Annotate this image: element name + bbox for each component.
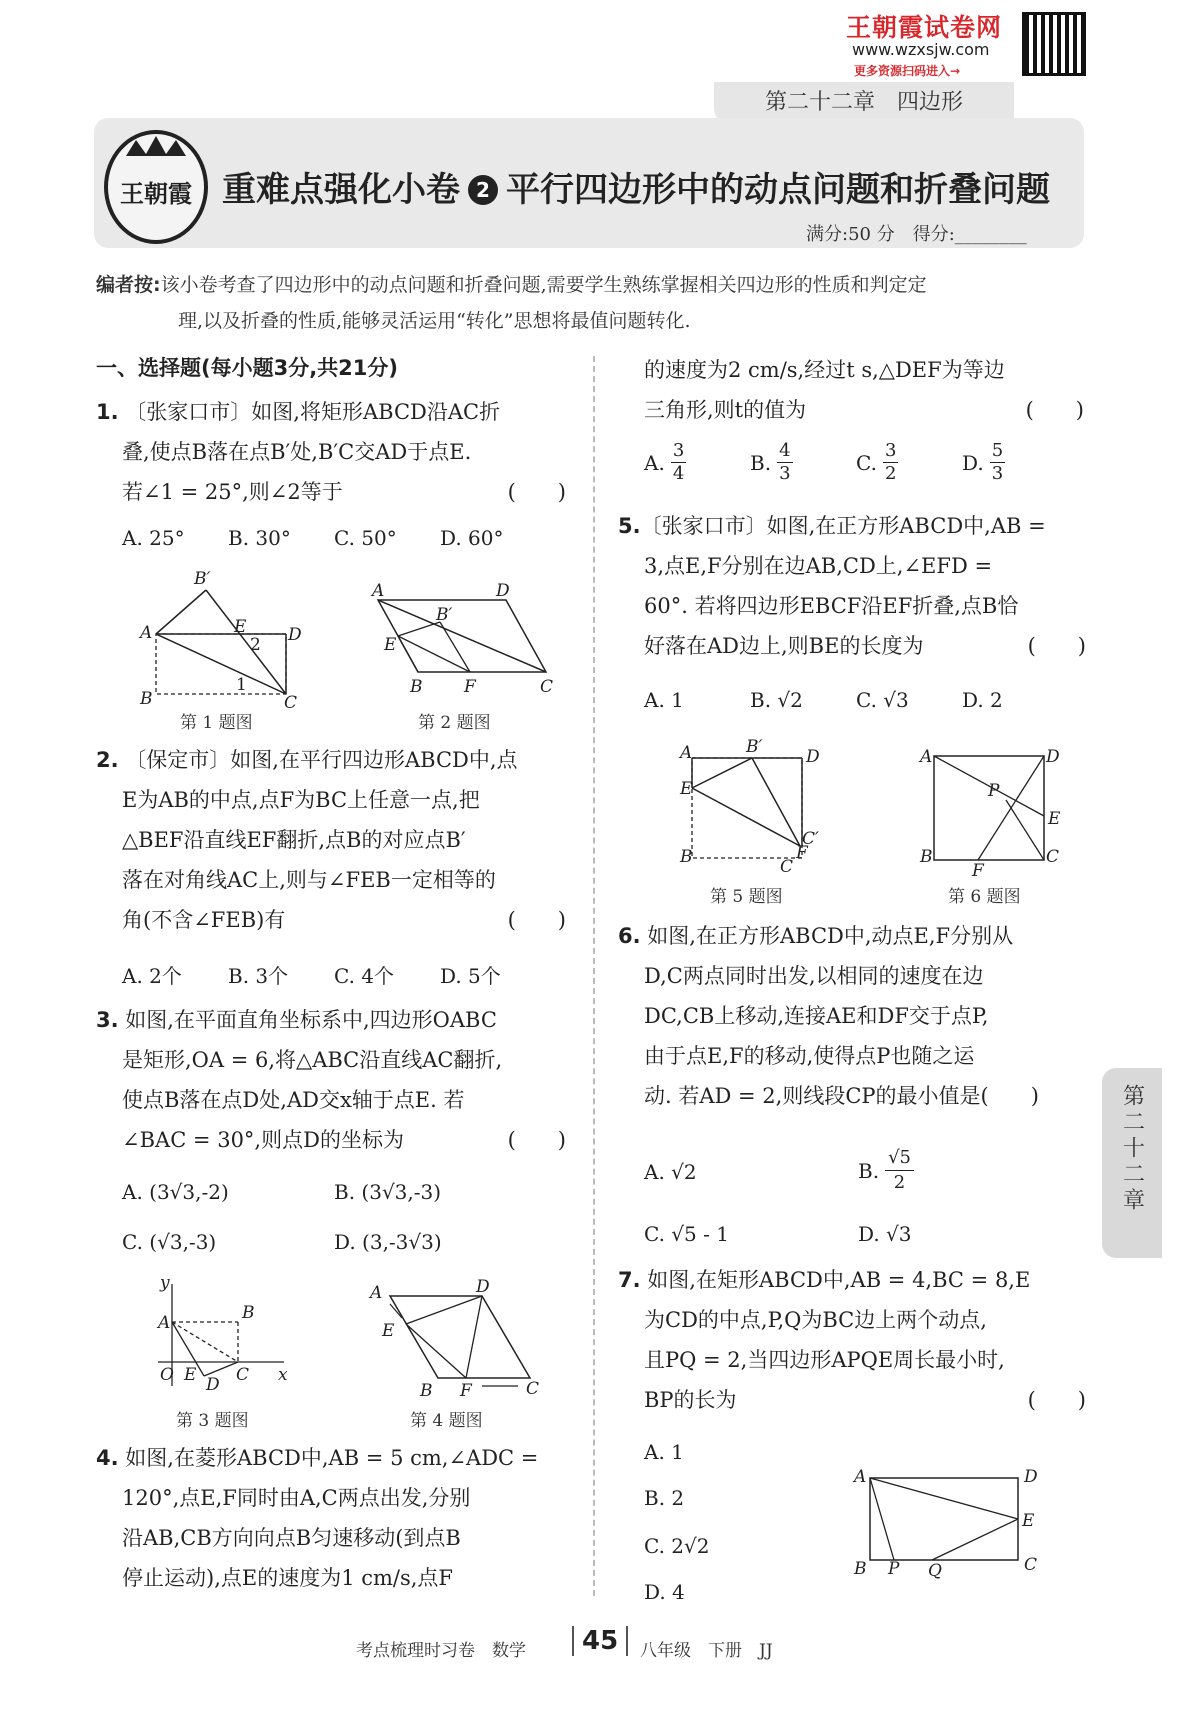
q7-line: 且PQ = 2,当四边形APQE周长最小时, — [644, 1348, 1005, 1372]
fraction — [990, 440, 1005, 485]
title-suffix: 平行四边形中的动点问题和折叠问题 — [506, 170, 1050, 210]
fraction — [671, 440, 686, 485]
q2-option[interactable]: A. 2个 — [122, 964, 182, 988]
svg-text:B′: B′ — [436, 605, 453, 625]
q2-options — [122, 960, 562, 989]
q6-option[interactable]: D. √3 — [858, 1222, 912, 1246]
q7-option[interactable]: A. 1 — [644, 1440, 684, 1464]
q2-option[interactable]: D. 5个 — [440, 964, 501, 988]
answer-paren[interactable]: ( ) — [1027, 1388, 1086, 1412]
q2-option[interactable]: B. 3个 — [228, 964, 289, 988]
q1-option[interactable]: A. 25° — [122, 526, 185, 550]
svg-text:E: E — [382, 1321, 395, 1341]
q5-line: 3,点E,F分别在边AB,CD上,∠EFD = — [644, 554, 993, 578]
numerator: 3 — [672, 440, 685, 461]
svg-text:2: 2 — [250, 635, 261, 655]
q5-line: 好落在AD边上,则BE的长度为 — [644, 634, 924, 658]
svg-text:B: B — [140, 689, 153, 708]
q5-options — [644, 688, 1084, 712]
q6-option[interactable]: C. √5 - 1 — [644, 1222, 729, 1246]
seal-text: 王朝霞 — [120, 179, 192, 208]
question-2 — [96, 740, 566, 940]
q7-number: 7. — [618, 1268, 641, 1292]
svg-text:y: y — [160, 1278, 170, 1293]
option-label: B. — [858, 1158, 880, 1183]
q3-line: 是矩形,OA = 6,将△ABC沿直线AC翻折, — [122, 1048, 503, 1072]
denominator: 3 — [991, 463, 1004, 484]
figure-6 — [912, 738, 1072, 878]
svg-text:x: x — [278, 1365, 288, 1385]
q3-option[interactable]: A. (3√3,-2) — [122, 1180, 229, 1204]
q5-line: 60°. 若将四边形EBCF沿EF折叠,点B恰 — [644, 594, 1019, 618]
svg-text:E: E — [234, 617, 247, 637]
svg-text:D: D — [206, 1375, 220, 1395]
q2-option[interactable]: C. 4个 — [334, 964, 395, 988]
svg-text:D: D — [806, 747, 820, 767]
svg-text:B: B — [680, 847, 693, 867]
q2-number: 2. — [96, 748, 119, 772]
option-label: D. — [962, 450, 984, 475]
q6-line: 动. 若AD = 2,则线段CP的最小值是( ) — [644, 1084, 1039, 1108]
q5-option[interactable]: D. 2 — [962, 688, 1003, 712]
answer-paren[interactable]: ( ) — [507, 480, 566, 504]
svg-text:C: C — [526, 1379, 540, 1399]
question-3 — [96, 1000, 566, 1160]
q3-number: 3. — [96, 1008, 119, 1032]
option-label: C. — [856, 450, 877, 475]
option-label: B. — [750, 450, 772, 475]
svg-text:E: E — [680, 779, 693, 799]
editor-note-line1: 该小卷考查了四边形中的动点问题和折叠问题,需要学生熟练掌握相关四边形的性质和判定定 — [160, 274, 927, 296]
svg-text:P: P — [988, 781, 1000, 801]
q1-number: 1. — [96, 400, 119, 424]
editor-note-line2: 理,以及折叠的性质,能够灵活运用“转化”思想将最值问题转化. — [178, 310, 691, 332]
svg-text:A: A — [680, 743, 693, 763]
editor-note-label: 编者按: — [96, 274, 161, 296]
svg-text:C: C — [540, 677, 554, 697]
svg-text:Q: Q — [928, 1561, 942, 1580]
q7-option[interactable]: B. 2 — [644, 1486, 685, 1510]
svg-text:D: D — [1024, 1467, 1038, 1487]
fraction — [777, 440, 792, 485]
q4-options — [644, 440, 1084, 485]
title-prefix: 重难点强化小卷 — [222, 170, 460, 210]
svg-text:C′: C′ — [802, 829, 819, 849]
page-title — [222, 162, 1050, 211]
denominator: 3 — [779, 463, 791, 484]
q5-number: 5. — [618, 514, 641, 538]
q4-line: 三角形,则t的值为 — [644, 398, 807, 422]
svg-text:C: C — [284, 693, 298, 708]
section-heading: 一、选择题(每小题3分,共21分) — [96, 356, 399, 380]
numerator: 4 — [779, 440, 791, 461]
q4-line: 沿AB,CB方向向点B匀速移动(到点B — [122, 1526, 461, 1550]
svg-text:A: A — [920, 747, 933, 767]
figure-4 — [362, 1278, 562, 1402]
numerator: 3 — [884, 440, 897, 461]
svg-text:A: A — [372, 581, 385, 601]
q5-option[interactable]: C. √3 — [856, 688, 909, 712]
svg-text:B: B — [920, 847, 933, 867]
q5-option[interactable]: B. √2 — [750, 688, 803, 712]
denominator: 2 — [893, 1172, 906, 1193]
q1-option[interactable]: B. 30° — [228, 526, 291, 550]
svg-text:F: F — [460, 1381, 472, 1401]
svg-text:A: A — [370, 1283, 383, 1303]
side-chapter-tab — [1102, 1068, 1162, 1258]
footer-left: 考点梳理时习卷 数学 — [356, 1641, 526, 1661]
q1-line: 叠,使点B落在点B′处,B′C交AD于点E. — [122, 440, 472, 464]
q3-options-row2 — [122, 1230, 562, 1254]
q6-line: 如图,在正方形ABCD中,动点E,F分别从 — [647, 924, 1014, 948]
brand-tagline: 更多资源扫码进入→ — [854, 64, 961, 78]
q2-line: 落在对角线AC上,则与∠FEB一定相等的 — [122, 868, 496, 892]
q2-line: 角(不含∠FEB)有 — [122, 908, 286, 932]
q3-option[interactable]: B. (3√3,-3) — [334, 1180, 442, 1204]
svg-text:P: P — [888, 1559, 900, 1579]
figure-4-caption: 第 4 题图 — [410, 1411, 483, 1431]
svg-text:C: C — [1046, 847, 1060, 867]
brand-title: 王朝霞试卷网 — [846, 13, 1003, 42]
q5-option[interactable]: A. 1 — [644, 688, 684, 712]
svg-text:B: B — [410, 677, 423, 697]
q2-line: 〔保定市〕如图,在平行四边形ABCD中,点 — [125, 748, 518, 772]
q7-line: 如图,在矩形ABCD中,AB = 4,BC = 8,E — [647, 1268, 1031, 1292]
svg-text:D: D — [1046, 747, 1060, 767]
svg-text:D: D — [476, 1278, 490, 1297]
footer-right: 八年级 下册 JJ — [640, 1641, 773, 1661]
q7-option[interactable]: C. 2√2 — [644, 1534, 710, 1558]
figure-5 — [672, 734, 832, 874]
q3-line: 使点B落在点D处,AD交x轴于点E. 若 — [122, 1088, 465, 1112]
q4-number: 4. — [96, 1446, 119, 1470]
question-7 — [618, 1260, 1086, 1420]
svg-text:F: F — [796, 843, 808, 863]
svg-text:E: E — [1022, 1511, 1035, 1531]
q4-option[interactable] — [856, 440, 962, 485]
figure-7 — [850, 1466, 1050, 1580]
denominator: 2 — [884, 463, 897, 484]
svg-text:B′: B′ — [746, 737, 763, 757]
fraction — [883, 440, 898, 485]
q4-line: 120°,点E,F同时由A,C两点出发,分别 — [122, 1486, 471, 1510]
question-4 — [96, 1438, 566, 1598]
figure-6-caption: 第 6 题图 — [948, 887, 1021, 907]
q1-options — [122, 526, 562, 550]
score-line: 满分:50 分 得分:________ — [806, 224, 1027, 245]
q1-line: 〔张家口市〕如图,将矩形ABCD沿AC折 — [125, 400, 501, 424]
q4-option[interactable] — [644, 440, 750, 485]
figure-3-caption: 第 3 题图 — [176, 1411, 249, 1431]
brand-url[interactable]: www.wzxsjw.com — [852, 40, 990, 59]
q4-option[interactable] — [750, 440, 856, 485]
svg-text:F: F — [972, 861, 984, 878]
svg-text:D: D — [288, 625, 302, 645]
q7-line: BP的长为 — [644, 1388, 737, 1412]
q2-line: E为AB的中点,点F为BC上任意一点,把 — [122, 788, 480, 812]
q6-line: D,C两点同时出发,以相同的速度在边 — [644, 964, 984, 988]
q1-option[interactable]: C. 50° — [334, 526, 397, 550]
q2-line: △BEF沿直线EF翻折,点B的对应点B′ — [122, 828, 466, 852]
column-divider — [593, 356, 595, 1596]
figure-1 — [130, 568, 310, 708]
svg-text:A: A — [140, 623, 153, 643]
figure-2 — [360, 580, 560, 700]
svg-text:F: F — [464, 677, 476, 697]
question-4-continued — [644, 350, 1084, 430]
answer-paren[interactable]: ( ) — [1025, 398, 1084, 422]
q4-option[interactable] — [962, 440, 1068, 485]
qr-code-icon[interactable] — [1022, 12, 1086, 76]
answer-paren[interactable]: ( ) — [1027, 634, 1086, 658]
q1-line: 若∠1 = 25°,则∠2等于 — [122, 480, 343, 504]
option-label: A. — [644, 450, 665, 475]
svg-text:E: E — [1048, 809, 1061, 829]
figure-1-caption: 第 1 题图 — [180, 713, 253, 733]
q4-line: 的速度为2 cm/s,经过t s,△DEF为等边 — [644, 358, 1005, 382]
answer-paren[interactable]: ( ) — [507, 908, 566, 932]
figure-5-caption: 第 5 题图 — [710, 887, 783, 907]
q3-line: ∠BAC = 30°,则点D的坐标为 — [122, 1128, 404, 1152]
q3-options-row1 — [122, 1180, 562, 1204]
svg-text:A: A — [158, 1313, 171, 1333]
denominator: 4 — [672, 463, 685, 484]
q6-option[interactable]: A. √2 — [644, 1160, 697, 1184]
svg-text:B′: B′ — [194, 569, 211, 589]
side-tab-label: 第二十二章 — [1119, 1084, 1145, 1214]
page-number: 45 — [572, 1626, 628, 1656]
fraction — [885, 1146, 914, 1195]
svg-text:B: B — [420, 1381, 433, 1401]
q4-line: 如图,在菱形ABCD中,AB = 5 cm,∠ADC = — [125, 1446, 539, 1470]
q6-line: DC,CB上移动,连接AE和DF交于点P, — [644, 1004, 989, 1028]
svg-text:E: E — [184, 1365, 197, 1385]
svg-text:E: E — [384, 635, 397, 655]
svg-text:C: C — [780, 857, 794, 874]
q6-number: 6. — [618, 924, 641, 948]
svg-text:C: C — [236, 1365, 250, 1385]
q3-option[interactable]: C. (√3,-3) — [122, 1230, 217, 1254]
question-6 — [618, 916, 1086, 1116]
svg-text:A: A — [854, 1467, 867, 1487]
q7-option[interactable]: D. 4 — [644, 1580, 685, 1604]
q7-line: 为CD的中点,P,Q为BC边上两个动点, — [644, 1308, 987, 1332]
svg-text:C: C — [1024, 1555, 1038, 1575]
q4-line: 停止运动),点E的速度为1 cm/s,点F — [122, 1566, 454, 1590]
numerator: 5 — [991, 440, 1004, 461]
q6-line: 由于点E,F的移动,使得点P也随之运 — [644, 1044, 975, 1068]
q3-option[interactable]: D. (3,-3√3) — [334, 1230, 442, 1254]
q1-option[interactable]: D. 60° — [440, 526, 504, 550]
title-number: 2 — [468, 175, 498, 205]
svg-text:B: B — [854, 1559, 867, 1579]
q3-line: 如图,在平面直角坐标系中,四边形OABC — [125, 1008, 497, 1032]
question-5 — [618, 506, 1086, 666]
question-1 — [96, 392, 566, 512]
figure-3 — [148, 1278, 298, 1396]
chapter-tab: 第二十二章 四边形 — [714, 82, 1014, 126]
q5-line: 〔张家口市〕如图,在正方形ABCD中,AB = — [640, 514, 1046, 538]
figure-2-caption: 第 2 题图 — [418, 713, 491, 733]
svg-text:1: 1 — [236, 675, 247, 695]
numerator: √5 — [885, 1146, 914, 1171]
svg-text:D: D — [496, 581, 510, 601]
editor-note — [96, 268, 1086, 302]
seal-logo — [104, 130, 208, 244]
q6-option[interactable] — [858, 1146, 914, 1195]
svg-text:O: O — [160, 1365, 174, 1385]
answer-paren[interactable]: ( ) — [507, 1128, 566, 1152]
svg-text:B: B — [242, 1303, 255, 1323]
